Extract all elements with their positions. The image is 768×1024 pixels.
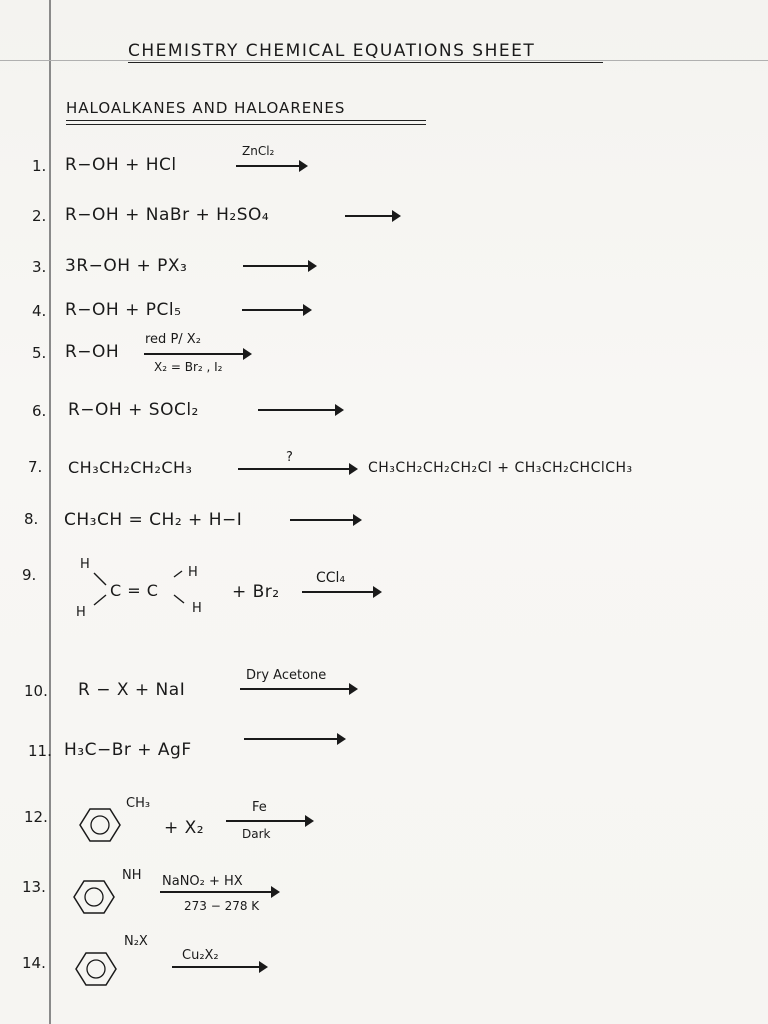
equation-reactants: CH₃CH₂CH₂CH₃	[68, 458, 193, 477]
ethene-bonds	[86, 565, 206, 615]
reaction-arrow	[242, 304, 312, 316]
reaction-arrow	[243, 260, 317, 272]
equation-reactants: R − X + NaI	[78, 680, 186, 700]
reaction-arrow	[290, 514, 362, 526]
ethene-hydrogen: H	[76, 605, 86, 620]
equation-reactants: R−OH + PCl₅	[65, 300, 182, 320]
equation-reactants: 3R−OH + PX₃	[65, 256, 188, 276]
reaction-arrow	[240, 683, 358, 695]
ring-substituent: NH	[122, 868, 142, 883]
equation-number: 2.	[32, 207, 47, 225]
ring-substituent: CH₃	[126, 796, 151, 811]
title-underline	[128, 62, 603, 63]
equation-number: 3.	[32, 258, 47, 276]
equation-number: 13.	[22, 878, 46, 896]
reaction-arrow	[302, 586, 382, 598]
section-heading: HALOALKANES AND HALOARENES	[66, 99, 346, 117]
ethene-double-bond: C = C	[110, 581, 159, 600]
ethene-hydrogen: H	[192, 601, 202, 616]
equation-reactants: R−OH + SOCl₂	[68, 400, 199, 420]
reaction-arrow	[172, 961, 268, 973]
benzene-ring-icon	[78, 806, 124, 844]
equation-number: 11.	[28, 742, 52, 760]
equation-number: 7.	[28, 458, 43, 476]
equation-number: 4.	[32, 302, 47, 320]
equation-reactants: H₃C−Br + AgF	[64, 740, 192, 760]
reaction-arrow	[226, 815, 314, 827]
equation-number: 10.	[24, 682, 48, 700]
arrow-condition-above: Cu₂X₂	[182, 948, 219, 963]
equation-number: 12.	[24, 808, 48, 826]
arrow-condition-above: CCl₄	[316, 570, 346, 586]
equation-number: 8.	[24, 510, 39, 528]
reaction-arrow	[160, 886, 280, 898]
equation-reactants: + Br₂	[232, 582, 280, 602]
margin-line	[49, 0, 51, 1024]
equation-reactants: R−OH + NaBr + H₂SO₄	[65, 205, 270, 225]
reaction-arrow	[345, 210, 401, 222]
arrow-condition-below: Dark	[242, 827, 271, 841]
section-underline	[66, 120, 426, 121]
reaction-arrow	[258, 404, 344, 416]
section-underline	[66, 124, 426, 125]
arrow-condition-above: NaNO₂ + HX	[162, 874, 243, 889]
reaction-arrow	[236, 160, 308, 172]
arrow-condition-above: ?	[286, 450, 293, 465]
arrow-condition-above: Fe	[252, 800, 267, 815]
equation-reactants: R−OH	[65, 342, 120, 362]
equation-products: CH₃CH₂CH₂CH₂Cl + CH₃CH₂CHClCH₃	[368, 460, 633, 476]
reaction-arrow	[244, 733, 346, 745]
equation-reactants: + X₂	[164, 818, 205, 838]
benzene-ring-icon	[74, 950, 120, 988]
sheet-title: CHEMISTRY CHEMICAL EQUATIONS SHEET	[128, 41, 536, 61]
equation-number: 1.	[32, 157, 47, 175]
arrow-condition-below: 273 − 278 K	[184, 899, 260, 913]
equation-reactants: CH₃CH = CH₂ + H−I	[64, 510, 243, 530]
equation-number: 14.	[22, 954, 46, 972]
arrow-condition-above: red P/ X₂	[145, 332, 201, 347]
ethene-hydrogen: H	[188, 565, 198, 580]
equation-number: 9.	[22, 566, 37, 584]
reaction-arrow	[144, 348, 252, 360]
equation-number: 6.	[32, 402, 47, 420]
benzene-ring-icon	[72, 878, 118, 916]
equation-number: 5.	[32, 344, 47, 362]
arrow-condition-above: ZnCl₂	[242, 144, 275, 158]
equation-reactants: R−OH + HCl	[65, 155, 177, 175]
reaction-arrow	[238, 463, 358, 475]
arrow-condition-below: X₂ = Br₂ , I₂	[154, 360, 223, 374]
ethene-hydrogen: H	[80, 557, 90, 572]
arrow-condition-above: Dry Acetone	[246, 668, 327, 683]
ring-substituent: N₂X	[124, 934, 148, 949]
